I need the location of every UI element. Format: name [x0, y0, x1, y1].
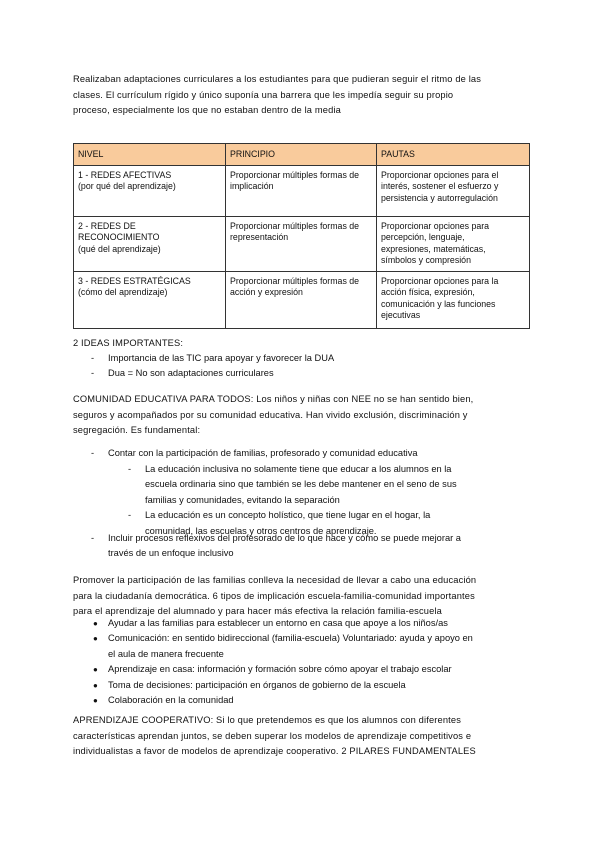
bullet-icon: ●	[93, 696, 98, 706]
list-item	[93, 662, 528, 677]
list-item-text: el aula de manera frecuente	[108, 648, 224, 659]
principio-cell	[226, 216, 377, 271]
cell-text: RECONOCIMIENTO	[78, 232, 160, 242]
dash-bullet-icon: -	[91, 448, 95, 458]
dash-bullet-icon: -	[128, 464, 132, 474]
comunidad-list	[91, 446, 528, 461]
cell-text: acción y expresión	[230, 287, 303, 297]
cell-text: (cómo del aprendizaje)	[78, 287, 168, 297]
cell-text: acción física, expresión,	[381, 287, 475, 297]
header-nivel: NIVEL	[74, 144, 226, 166]
cell-text: expresiones, matemáticas,	[381, 243, 486, 254]
comunidad-paragraph	[73, 392, 529, 439]
paragraph-line: COMUNIDAD EDUCATIVA PARA TODOS: Los niños y niñas con NEE no se han sentido bien,	[73, 394, 474, 404]
ideas-list	[91, 351, 528, 382]
list-item-text: través de un enfoque inclusivo	[108, 548, 234, 559]
list-item	[91, 531, 528, 562]
dash-bullet-icon: -	[91, 368, 95, 379]
paragraph-line: individualistas a favor de modelos de aprendizaje cooperativo. 2 PILARES FUNDAMENTALES	[73, 746, 476, 756]
table-header-row	[74, 144, 530, 166]
list-item-text: familias y comunidades, evitando la separación	[145, 494, 340, 505]
cell-text: Proporcionar múltiples formas de	[230, 169, 360, 180]
list-item	[91, 351, 528, 366]
list-item-text: La educación inclusiva no solamente tiene que educar a los alumnos en la	[145, 464, 452, 474]
ideas-title: 2 IDEAS IMPORTANTES:	[73, 338, 184, 348]
paragraph-line: características aprendan juntos, se deben superar los modelos de aprendizaje competitivos e	[73, 730, 472, 741]
pautas-cell	[377, 271, 530, 328]
paragraph-line: segregación. Es fundamental:	[73, 425, 201, 435]
table-row	[74, 271, 530, 328]
list-item	[91, 366, 528, 381]
list-item-text: Colaboración en la comunidad	[108, 695, 234, 706]
list-item-text: Aprendizaje en casa: información y formación sobre cómo apoyar el trabajo escolar	[108, 664, 452, 675]
intro-line: clases. El currículum rígido y único suponía una barrera que les impedía seguir su propio	[73, 89, 454, 100]
cell-text: símbolos y compresión	[381, 255, 471, 265]
intro-line: Realizaban adaptaciones curriculares a los estudiantes para que pudieran seguir el ritmo de las	[73, 74, 482, 84]
cell-text: 3 - REDES ESTRATÉGICAS	[78, 275, 191, 286]
paragraph-line: Promover la participación de las familias conlleva la necesidad de llevar a cabo una educación	[73, 575, 477, 585]
paragraph-line: seguros y acompañados por su comunidad educativa. Han vivido exclusión, discriminación y	[73, 409, 468, 420]
cooperativo-paragraph	[73, 713, 529, 760]
cell-text: Proporcionar múltiples formas de	[230, 275, 360, 286]
cell-text: Proporcionar opciones para la	[381, 275, 499, 286]
cell-text: representación	[230, 232, 289, 242]
pautas-cell	[377, 165, 530, 216]
cell-text: comunicación y las funciones	[381, 298, 496, 309]
principio-cell	[226, 271, 377, 328]
cell-text: implicación	[230, 181, 274, 191]
cell-text: Proporcionar opciones para el	[381, 169, 499, 180]
list-item-text: escuela ordinaria sino que también se les debe mantener en el seno de sus	[145, 479, 457, 490]
cell-text: 1 - REDES AFECTIVAS	[78, 169, 172, 180]
list-item	[128, 462, 529, 508]
nivel-cell	[74, 271, 226, 328]
nivel-cell	[74, 216, 226, 271]
list-item-text: comunidad, las escuelas y otros centros de aprendizaje.	[145, 525, 377, 536]
paragraph-line: APRENDIZAJE COOPERATIVO: Si lo que pretendemos es que los alumnos con diferentes	[73, 715, 462, 725]
list-item	[93, 631, 528, 662]
cell-text: Proporcionar múltiples formas de	[230, 220, 360, 231]
list-item-text: Comunicación: en sentido bidireccional (familia-escuela) Voluntariado: ayuda y apoyo en	[108, 633, 473, 644]
dua-table	[73, 143, 530, 329]
bullet-icon: ●	[93, 680, 98, 690]
list-item	[93, 616, 528, 631]
list-item-text: Incluir procesos reflexivos del profesorado de lo que hace y cómo se puede mejorar a	[108, 533, 461, 543]
cell-text: Proporcionar opciones para	[381, 220, 490, 231]
cell-text: 2 - REDES DE	[78, 220, 136, 231]
intro-line: proceso, especialmente los que no estaban dentro de la media	[73, 105, 341, 115]
list-item	[93, 678, 528, 693]
cell-text: persistencia y autorregulación	[381, 192, 498, 203]
cell-text: percepción, lenguaje,	[381, 232, 465, 242]
familias-paragraph	[73, 573, 529, 620]
cell-text: ejecutivas	[381, 310, 421, 320]
nivel-cell	[74, 165, 226, 216]
list-item-text: Dua = No son adaptaciones curriculares	[108, 368, 274, 379]
list-item-text: Importancia de las TIC para apoyar y favorecer la DUA	[108, 353, 335, 363]
intro-paragraph	[73, 72, 529, 119]
cell-text: interés, sostener el esfuerzo y	[381, 181, 499, 191]
dash-bullet-icon: -	[128, 510, 132, 521]
comunidad-list-2	[91, 531, 528, 562]
paragraph-line: para la ciudadanía democrática. 6 tipos de implicación escuela-familia-comunidad importantes	[73, 590, 475, 601]
dash-bullet-icon: -	[91, 353, 95, 363]
cell-text: (qué del aprendizaje)	[78, 243, 161, 254]
bullet-icon: ●	[93, 634, 98, 644]
header-pautas: PAUTAS	[377, 144, 530, 166]
pautas-cell	[377, 216, 530, 271]
table-row	[74, 216, 530, 271]
list-item	[91, 446, 528, 461]
dash-bullet-icon: -	[91, 533, 95, 543]
list-item-text: Toma de decisiones: participación en órganos de gobierno de la escuela	[108, 679, 406, 690]
list-item-text: Ayudar a las familias para establecer un entorno en casa que apoye a los niños/as	[108, 618, 448, 628]
bullet-icon: ●	[93, 619, 98, 628]
paragraph-line: para el aprendizaje del alumnado y para hacer más efectiva la relación familia-escuela	[73, 606, 442, 616]
familias-list	[93, 616, 528, 708]
table-row	[74, 165, 530, 216]
cell-text: (por qué del aprendizaje)	[78, 181, 176, 191]
list-item	[93, 693, 528, 708]
list-item-text: La educación es un concepto holístico, que tiene lugar en el hogar, la	[145, 510, 431, 521]
list-item-text: Contar con la participación de familias, profesorado y comunidad educativa	[108, 448, 418, 458]
header-principio: PRINCIPIO	[226, 144, 377, 166]
principio-cell	[226, 165, 377, 216]
comunidad-sublist	[128, 462, 529, 539]
bullet-icon: ●	[93, 665, 98, 675]
